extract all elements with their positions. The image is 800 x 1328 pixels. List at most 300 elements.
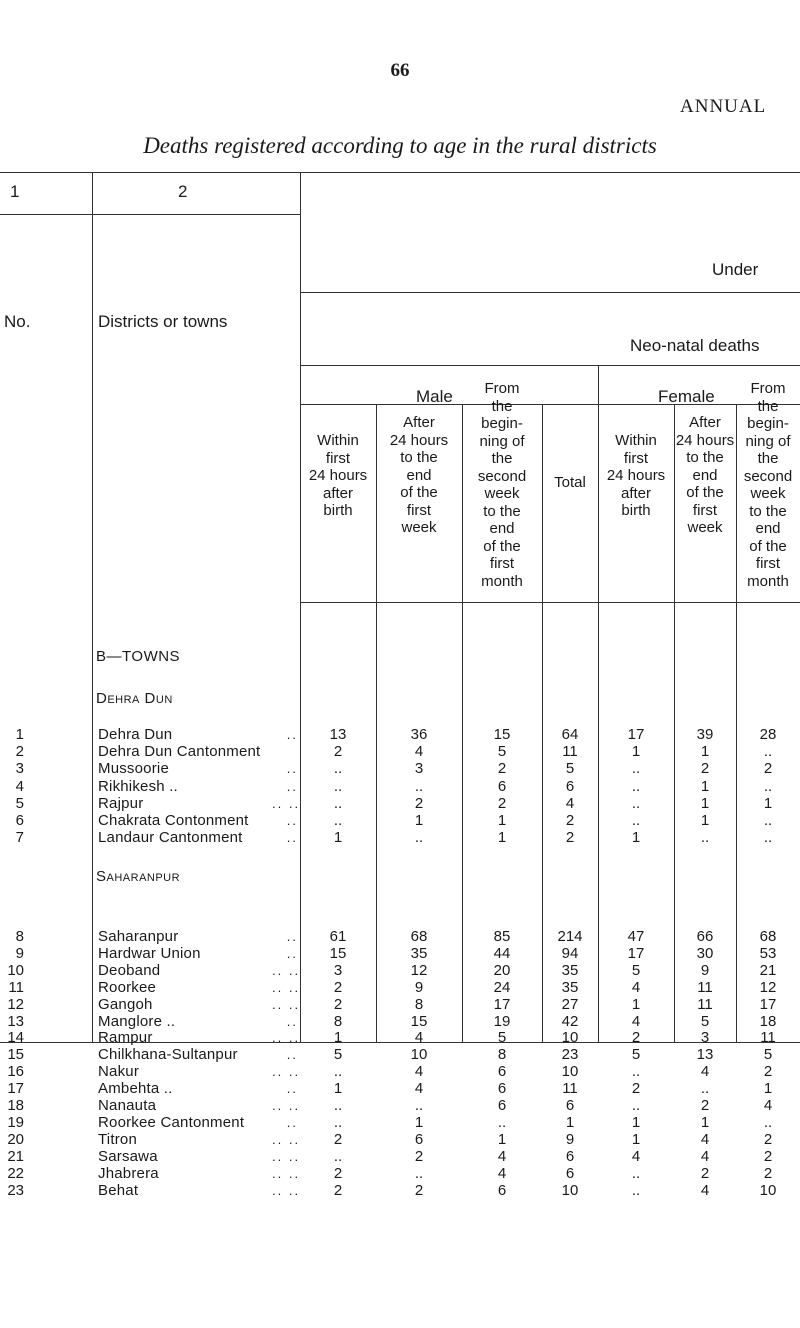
cell-value: .. [333, 777, 343, 795]
header-line: end [692, 466, 718, 484]
header-male-within-24h [300, 432, 376, 520]
cell-value: 1 [700, 794, 710, 812]
header-line: first [755, 555, 781, 572]
header-line: Within [615, 432, 657, 449]
cell-value: 2 [763, 1147, 773, 1165]
header-line: first [406, 501, 432, 519]
cell-value: 2 [763, 760, 773, 778]
cell-value: 44 [493, 944, 511, 962]
cell-value: 1 [414, 1113, 424, 1131]
leader-dots: .. .. [272, 1131, 301, 1147]
cell-value: 12 [759, 978, 777, 996]
leader-dots: .. [286, 1114, 298, 1130]
cell-value: 4 [497, 1164, 507, 1182]
district-name: Roorkee [98, 978, 157, 996]
header-line: 24 hours [308, 467, 368, 484]
page-number: 66 [390, 60, 410, 81]
header-male: Male [416, 387, 453, 406]
header-female: Female [658, 387, 715, 406]
cell-value: 17 [627, 944, 645, 962]
cell-value: 1 [333, 1029, 343, 1047]
header-line: Within [317, 432, 359, 449]
district-name: Dehra Dun Cantonment [98, 743, 261, 761]
under-rule [300, 292, 800, 293]
cell-value: 11 [697, 995, 713, 1013]
cell-value: .. [700, 1080, 710, 1098]
leader-dots: .. .. [272, 1064, 301, 1080]
header-line: month [747, 572, 789, 590]
cell-value: 11 [760, 1029, 776, 1047]
cell-value: .. [763, 777, 773, 795]
district-name: Saharanpur [98, 928, 179, 945]
cell-value: 2 [414, 1181, 424, 1199]
cell-value: 4 [414, 1029, 424, 1047]
header-female-week2-to-month [736, 380, 800, 590]
cell-value: 35 [410, 944, 428, 962]
row-number: 15 [7, 1046, 24, 1064]
cell-value: 30 [696, 944, 714, 962]
cell-value: 2 [763, 1063, 773, 1081]
cell-value: 5 [333, 1046, 343, 1064]
cell-value: .. [631, 794, 641, 812]
cell-value: .. [414, 829, 424, 847]
cell-value: 3 [700, 1029, 710, 1047]
cell-value: 66 [696, 928, 714, 945]
header-line: begin- [747, 415, 789, 432]
cell-value: 2 [333, 995, 343, 1013]
header-line: month [481, 572, 523, 590]
leader-dots: .. .. [272, 996, 301, 1012]
district-name: Manglore .. [98, 1012, 176, 1030]
district-name: Rikhikesh .. [98, 777, 178, 795]
cell-value: 2 [631, 1080, 641, 1098]
header-line: second [477, 467, 527, 485]
cell-value: 1 [631, 829, 641, 847]
header-line: the [491, 397, 513, 415]
row-number: 18 [7, 1097, 24, 1114]
cell-value: 1 [497, 1130, 507, 1148]
cell-value: 53 [759, 944, 777, 962]
cell-value: 4 [631, 1012, 641, 1030]
cell-value: .. [414, 777, 424, 795]
cell-value: 2 [631, 1029, 641, 1047]
header-line: first [325, 449, 351, 467]
cell-value: 2 [763, 1164, 773, 1182]
leader-dots: .. [286, 778, 298, 794]
cell-value: 1 [497, 812, 507, 829]
cell-value: 10 [561, 1029, 579, 1047]
cell-value: 13 [329, 726, 347, 743]
cell-value: 9 [414, 978, 424, 996]
cell-value: 1 [700, 777, 710, 795]
cell-value: 1 [763, 794, 773, 812]
header-total: Total [554, 474, 586, 491]
leader-dots: .. .. [272, 1182, 301, 1198]
cell-value: 6 [497, 1097, 507, 1114]
header-neo-natal: Neo-natal deaths [630, 336, 760, 355]
cell-value: .. [497, 1113, 507, 1131]
cell-value: 17 [493, 995, 511, 1013]
district-name: Rampur [98, 1029, 153, 1047]
row-number: 7 [15, 829, 24, 847]
row-number: 22 [7, 1164, 24, 1182]
header-line: begin- [481, 415, 523, 432]
row-number: 13 [7, 1012, 24, 1030]
district-name: Landaur Cantonment [98, 829, 243, 847]
cell-value: 85 [493, 928, 511, 945]
header-line: 24 hours [606, 467, 666, 484]
cell-value: 13 [696, 1046, 714, 1064]
cell-value: 1 [414, 812, 424, 829]
group-heading: Saharanpur [96, 868, 181, 885]
cell-value: 2 [565, 812, 575, 829]
header-line: week [484, 485, 520, 502]
cell-value: 5 [497, 1029, 507, 1047]
cell-value: 11 [562, 1080, 578, 1098]
cell-value: 68 [759, 928, 777, 945]
header-line: 24 hours [389, 431, 449, 449]
cell-value: 8 [414, 995, 424, 1013]
cell-value: 6 [565, 1147, 575, 1165]
cell-value: 35 [561, 961, 579, 979]
section-heading: B—TOWNS [96, 648, 181, 665]
cell-value: 1 [565, 1113, 575, 1131]
cell-value: .. [333, 760, 343, 778]
cell-value: 6 [414, 1130, 424, 1148]
header-under: Under [712, 260, 759, 279]
cell-value: 1 [333, 829, 343, 847]
cell-value: 2 [414, 1147, 424, 1165]
district-name: Nakur [98, 1063, 140, 1081]
cell-value: 2 [700, 1097, 710, 1114]
cell-value: 4 [700, 1147, 710, 1165]
cell-value: .. [631, 1097, 641, 1114]
row-number: 4 [15, 777, 24, 795]
cell-value: 6 [497, 1181, 507, 1199]
header-line: after [620, 484, 651, 502]
cell-value: .. [333, 1147, 343, 1165]
cell-value: 6 [565, 777, 575, 795]
header-line: end [489, 520, 515, 537]
header-female-24h-to-week [674, 414, 736, 537]
cell-value: 4 [414, 1063, 424, 1081]
cell-value: 1 [700, 812, 710, 829]
cell-value: 5 [631, 961, 641, 979]
leader-dots: .. .. [272, 1098, 301, 1113]
cell-value: 6 [497, 1063, 507, 1081]
leader-dots: .. [286, 727, 298, 742]
row-number: 21 [7, 1147, 24, 1165]
cell-value: .. [414, 1097, 424, 1114]
cell-value: .. [631, 812, 641, 829]
cell-value: 11 [697, 978, 713, 996]
cell-value: 17 [759, 995, 777, 1013]
header-bottom-rule [300, 602, 800, 603]
header-line: birth [621, 502, 651, 519]
cell-value: 4 [700, 1181, 710, 1199]
cell-value: 18 [759, 1012, 777, 1030]
cell-value: 2 [414, 794, 424, 812]
cell-value: 2 [700, 1164, 710, 1182]
header-line: of the [483, 537, 521, 555]
cell-value: 4 [565, 794, 575, 812]
cell-value: 6 [497, 1080, 507, 1098]
row-number: 19 [7, 1113, 24, 1131]
header-line: week [401, 519, 437, 536]
cell-value: 2 [333, 1164, 343, 1182]
cell-value: 3 [333, 961, 343, 979]
cell-value: 1 [333, 1080, 343, 1098]
cell-value: 10 [561, 1063, 579, 1081]
cell-value: 4 [631, 978, 641, 996]
cell-value: 4 [763, 1097, 773, 1114]
rule-districts-col [300, 172, 301, 1042]
cell-value: 39 [696, 726, 714, 743]
header-male-week2-to-month [462, 380, 542, 590]
cell-value: 15 [410, 1012, 428, 1030]
cell-value: 1 [631, 1113, 641, 1131]
header-line: the [757, 397, 779, 415]
cell-value: 2 [565, 829, 575, 847]
cell-value: .. [631, 1164, 641, 1182]
cell-value: 5 [565, 760, 575, 778]
cell-value: 2 [333, 1181, 343, 1199]
leader-dots: .. .. [272, 1165, 301, 1181]
header-line: After [689, 414, 721, 431]
header-line: the [757, 450, 779, 467]
rule-no-col [92, 172, 93, 1042]
cell-value: .. [333, 1097, 343, 1114]
leader-dots: .. [286, 1013, 298, 1029]
header-line: to the [400, 449, 438, 466]
row-number: 23 [7, 1181, 24, 1199]
cell-value: 2 [700, 760, 710, 778]
sex-rule [300, 404, 800, 405]
header-line: After [403, 414, 435, 431]
cell-value: 2 [497, 794, 507, 812]
row-number: 5 [15, 794, 24, 812]
header-female-within-24h [598, 432, 674, 520]
row-number: 16 [7, 1063, 24, 1081]
district-name: Jhabrera [98, 1164, 159, 1182]
header-districts: Districts or towns [98, 312, 228, 331]
cell-value: 9 [565, 1130, 575, 1148]
cell-value: 4 [414, 1080, 424, 1098]
row-number: 10 [7, 961, 24, 979]
cell-value: .. [763, 812, 773, 829]
leader-dots: .. .. [272, 979, 301, 995]
district-name: Rajpur [98, 794, 144, 812]
group-heading: Dehra Dun [96, 690, 173, 707]
header-line: of the [400, 484, 438, 501]
leader-dots: .. [286, 761, 298, 777]
row-number: 20 [7, 1130, 24, 1148]
header-no: No. [4, 312, 31, 331]
leader-dots: .. [286, 813, 298, 828]
header-line: ning of [745, 432, 791, 450]
cell-value: 8 [333, 1012, 343, 1030]
rule-male-female [598, 365, 599, 405]
cell-value: 2 [333, 743, 343, 761]
top-rule [0, 172, 800, 173]
district-name: Roorkee Cantonment [98, 1113, 245, 1131]
row-number: 2 [15, 743, 24, 761]
row-number: 11 [8, 978, 24, 996]
cell-value: 5 [700, 1012, 710, 1030]
header-line: week [750, 485, 786, 502]
cell-value: .. [763, 1113, 773, 1131]
header-line: end [755, 520, 781, 537]
leader-dots: .. [286, 1081, 298, 1097]
cell-value: 11 [562, 743, 578, 761]
column-number-1: 1 [10, 182, 20, 201]
row-number: 12 [7, 995, 24, 1013]
cell-value: 42 [561, 1012, 579, 1030]
cell-value: 2 [333, 978, 343, 996]
header-line: the [491, 450, 513, 467]
cell-value: .. [631, 777, 641, 795]
leader-dots: .. .. [272, 1030, 301, 1046]
cell-value: 28 [759, 726, 777, 743]
district-name: Deoband [98, 961, 161, 979]
cell-value: 1 [631, 743, 641, 761]
cell-value: .. [700, 829, 710, 847]
cell-value: .. [333, 1113, 343, 1131]
cell-value: .. [763, 743, 773, 761]
cell-value: 4 [497, 1147, 507, 1165]
cell-value: 4 [631, 1147, 641, 1165]
header-line: end [406, 466, 432, 484]
leader-dots: .. .. [272, 962, 301, 978]
cell-value: 36 [410, 726, 428, 743]
header-line: second [743, 467, 793, 485]
district-name: Chilkhana-Sultanpur [98, 1046, 238, 1064]
running-head: ANNUAL [680, 96, 767, 117]
cell-value: 17 [627, 726, 645, 743]
cell-value: 2 [763, 1130, 773, 1148]
district-name: Sarsawa [98, 1147, 158, 1165]
cell-value: 1 [700, 743, 710, 761]
district-name: Nanauta [98, 1097, 157, 1114]
header-line: birth [323, 502, 353, 519]
cell-value: 4 [414, 743, 424, 761]
cell-value: 27 [561, 995, 579, 1013]
cell-value: 1 [497, 829, 507, 847]
cell-value: 4 [700, 1130, 710, 1148]
cell-value: 5 [631, 1046, 641, 1064]
district-name: Behat [98, 1181, 139, 1199]
cell-value: 1 [700, 1113, 710, 1131]
header-line: first [692, 501, 718, 519]
cell-value: 15 [329, 944, 347, 962]
row-number: 1 [15, 726, 24, 743]
cell-value: .. [631, 1181, 641, 1199]
row-number: 14 [7, 1029, 24, 1047]
cell-value: 9 [700, 961, 710, 979]
cell-value: .. [333, 794, 343, 812]
district-name: Gangoh [98, 995, 153, 1013]
cell-value: 5 [497, 743, 507, 761]
cell-value: 21 [759, 961, 777, 979]
cell-value: 1 [631, 995, 641, 1013]
leader-dots: .. [286, 1047, 298, 1063]
row-number: 6 [15, 812, 24, 829]
header-line: first [623, 449, 649, 467]
row-number: 8 [15, 928, 24, 945]
cell-value: 2 [497, 760, 507, 778]
header-line: to the [749, 502, 787, 520]
cell-value: 214 [557, 928, 583, 945]
cell-value: 94 [561, 944, 579, 962]
header-line: of the [686, 484, 724, 501]
cell-value: 19 [493, 1012, 511, 1030]
cell-value: 1 [631, 1130, 641, 1148]
district-name: Chakrata Contonment [98, 812, 249, 829]
cell-value: .. [333, 812, 343, 829]
rule-data-col-2 [542, 404, 543, 1042]
cell-value: 10 [410, 1046, 428, 1064]
cell-value: .. [414, 1164, 424, 1182]
cell-value: 6 [497, 777, 507, 795]
district-name: Titron [98, 1130, 137, 1148]
header-line: to the [483, 502, 521, 520]
cell-value: 5 [763, 1046, 773, 1064]
row-number: 9 [15, 944, 24, 962]
leader-dots: .. .. [272, 1148, 301, 1164]
cell-value: 47 [627, 928, 645, 945]
cell-value: 23 [561, 1046, 579, 1064]
cell-value: 64 [561, 726, 579, 743]
leader-dots: .. .. [272, 795, 301, 811]
cell-value: .. [631, 1063, 641, 1081]
district-name: Hardwar Union [98, 944, 201, 962]
cell-value: 8 [497, 1046, 507, 1064]
row-number: 3 [15, 760, 24, 778]
header-line: after [322, 484, 353, 502]
leader-dots: .. [286, 929, 298, 944]
district-name: Dehra Dun [98, 726, 173, 743]
cell-value: 35 [561, 978, 579, 996]
district-name: Ambehta .. [98, 1080, 173, 1098]
cell-value: 6 [565, 1164, 575, 1182]
cell-value: .. [763, 829, 773, 847]
row-number: 17 [7, 1080, 24, 1098]
header-line: first [489, 555, 515, 572]
cell-value: 12 [410, 961, 428, 979]
leader-dots: .. [286, 830, 298, 846]
cell-value: 68 [410, 928, 428, 945]
leader-dots: .. [286, 945, 298, 961]
cell-value: 2 [333, 1130, 343, 1148]
cell-value: 61 [329, 928, 347, 945]
cell-value: 3 [414, 760, 424, 778]
colno-rule-left [0, 214, 92, 215]
district-name: Mussoorie [98, 760, 169, 778]
header-line: From [750, 380, 786, 397]
cell-value: .. [333, 1063, 343, 1081]
table-title: Deaths registered according to age in the rural districts [143, 133, 657, 158]
cell-value: .. [631, 760, 641, 778]
header-line: to the [686, 449, 724, 466]
cell-value: 6 [565, 1097, 575, 1114]
header-line: ning of [479, 432, 525, 450]
header-line: of the [749, 537, 787, 555]
header-line: From [484, 380, 520, 397]
cell-value: 10 [561, 1181, 579, 1199]
neonatal-rule [300, 365, 800, 366]
cell-value: 10 [759, 1181, 777, 1199]
cell-value: 20 [493, 961, 511, 979]
